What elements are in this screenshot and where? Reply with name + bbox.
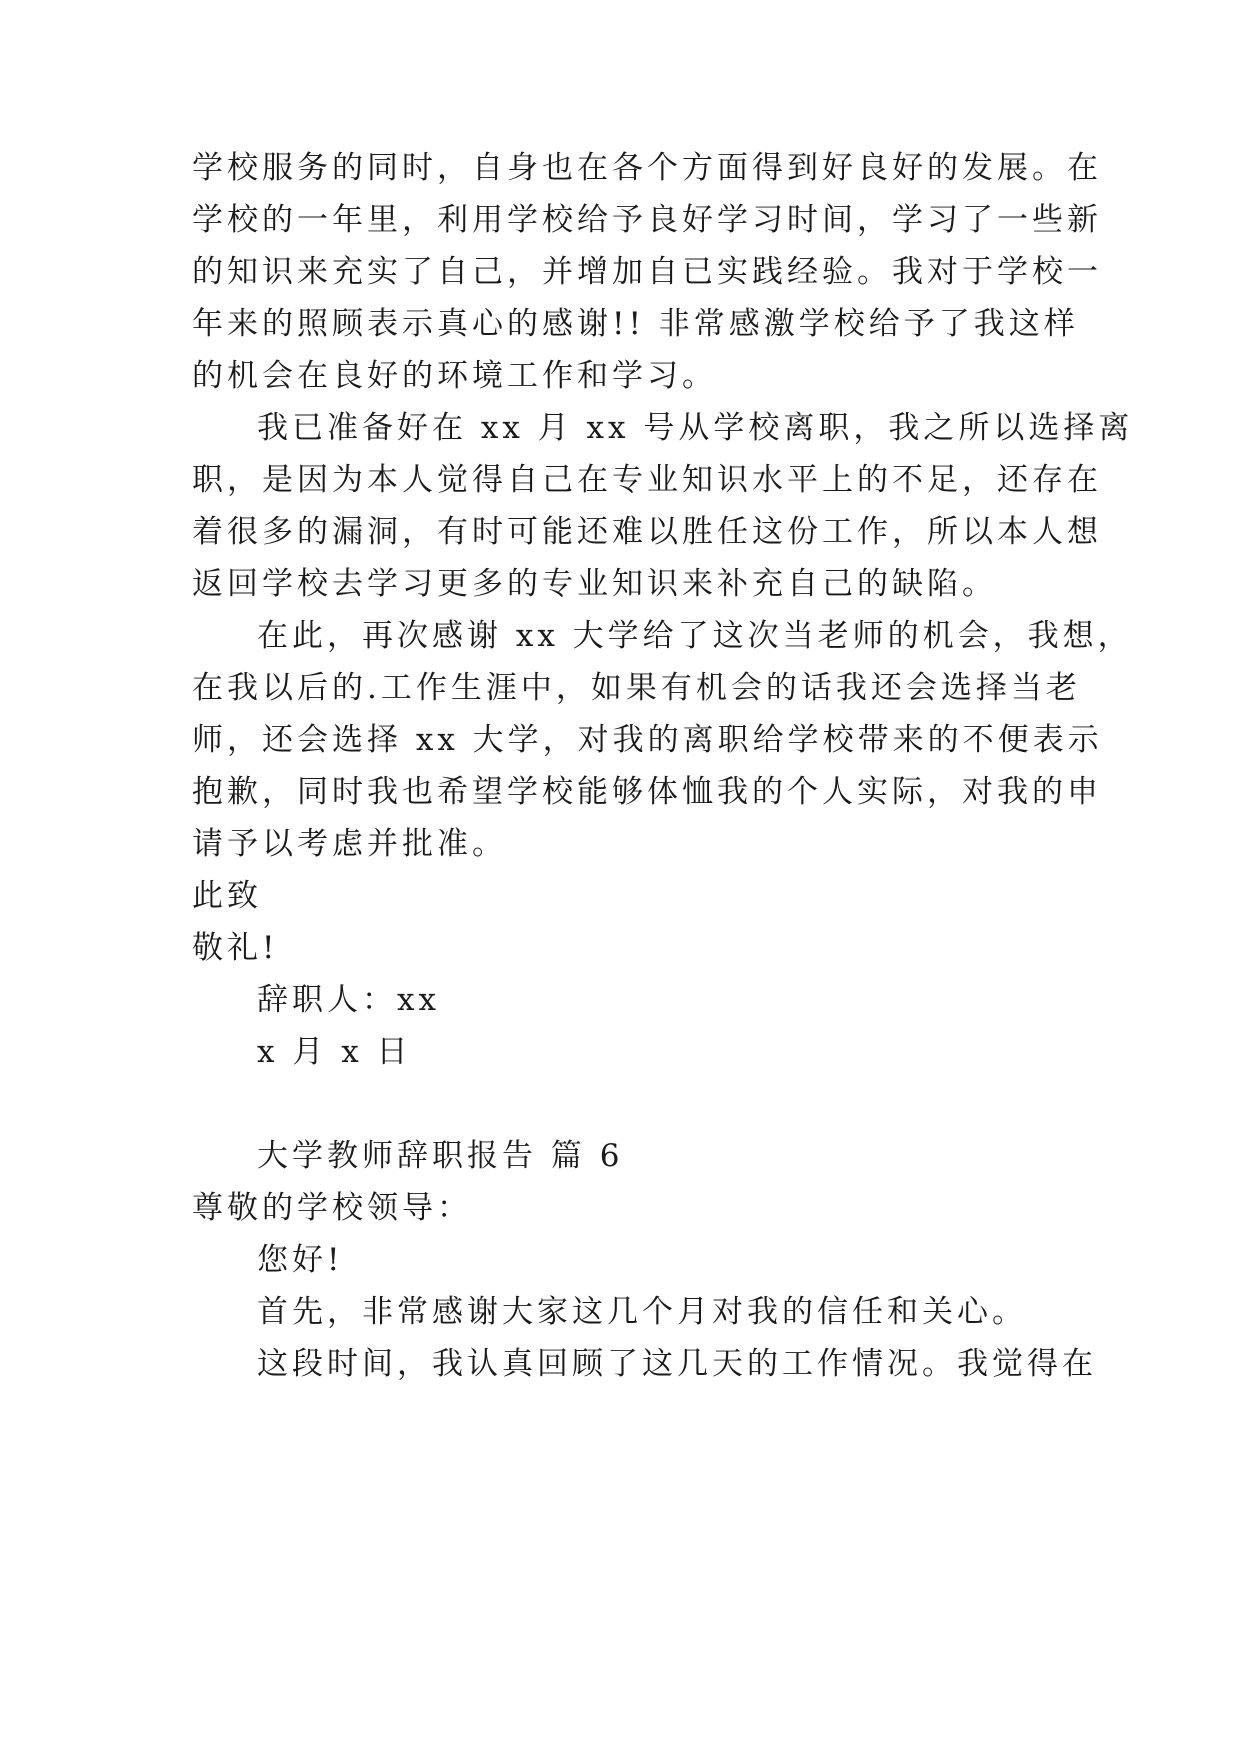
salutation-line: 尊敬的学校领导：: [192, 1190, 472, 1226]
paragraph-line: 年来的照顾表示真心的感谢!! 非常感激学校给予了我这样: [192, 306, 1079, 342]
closing-line: 此致: [192, 878, 262, 914]
paragraph-line: 学校的一年里，利用学校给予良好学习时间，学习了一些新: [192, 202, 1102, 238]
paragraph-line: 首先，非常感谢大家这几个月对我的信任和关心。: [257, 1294, 1027, 1330]
paragraph-line: 着很多的漏洞，有时可能还难以胜任这份工作，所以本人想: [192, 514, 1102, 550]
paragraph-line: 职，是因为本人觉得自己在专业知识水平上的不足，还存在: [192, 462, 1102, 498]
section-title: 大学教师辞职报告 篇 6: [257, 1138, 624, 1174]
paragraph-line: 这段时间，我认真回顾了这几天的工作情况。我觉得在: [257, 1346, 1097, 1382]
paragraph-line: 返回学校去学习更多的专业知识来补充自己的缺陷。: [192, 566, 997, 602]
paragraph-line: 在我以后的.工作生涯中，如果有机会的话我还会选择当老: [192, 670, 1081, 706]
signature-line: 辞职人：xx: [257, 982, 440, 1018]
paragraph-line: 学校服务的同时，自身也在各个方面得到好良好的发展。在: [192, 150, 1102, 186]
paragraph-line: 我已准备好在 xx 月 xx 号从学校离职，我之所以选择离: [257, 410, 1134, 446]
date-line: x 月 x 日: [257, 1034, 412, 1070]
paragraph-line: 师，还会选择 xx 大学，对我的离职给学校带来的不便表示: [192, 722, 1103, 758]
paragraph-line: 的机会在良好的环境工作和学习。: [192, 358, 717, 394]
paragraph-line: 的知识来充实了自己，并增加自已实践经验。我对于学校一: [192, 254, 1102, 290]
paragraph-line: 抱歉，同时我也希望学校能够体恤我的个人实际，对我的申: [192, 774, 1102, 810]
paragraph-line: 在此，再次感谢 xx 大学给了这次当老师的机会，我想，: [257, 618, 1133, 654]
greeting-line: 您好!: [257, 1242, 344, 1278]
paragraph-line: 请予以考虑并批准。: [192, 826, 507, 862]
closing-line: 敬礼!: [192, 930, 279, 966]
